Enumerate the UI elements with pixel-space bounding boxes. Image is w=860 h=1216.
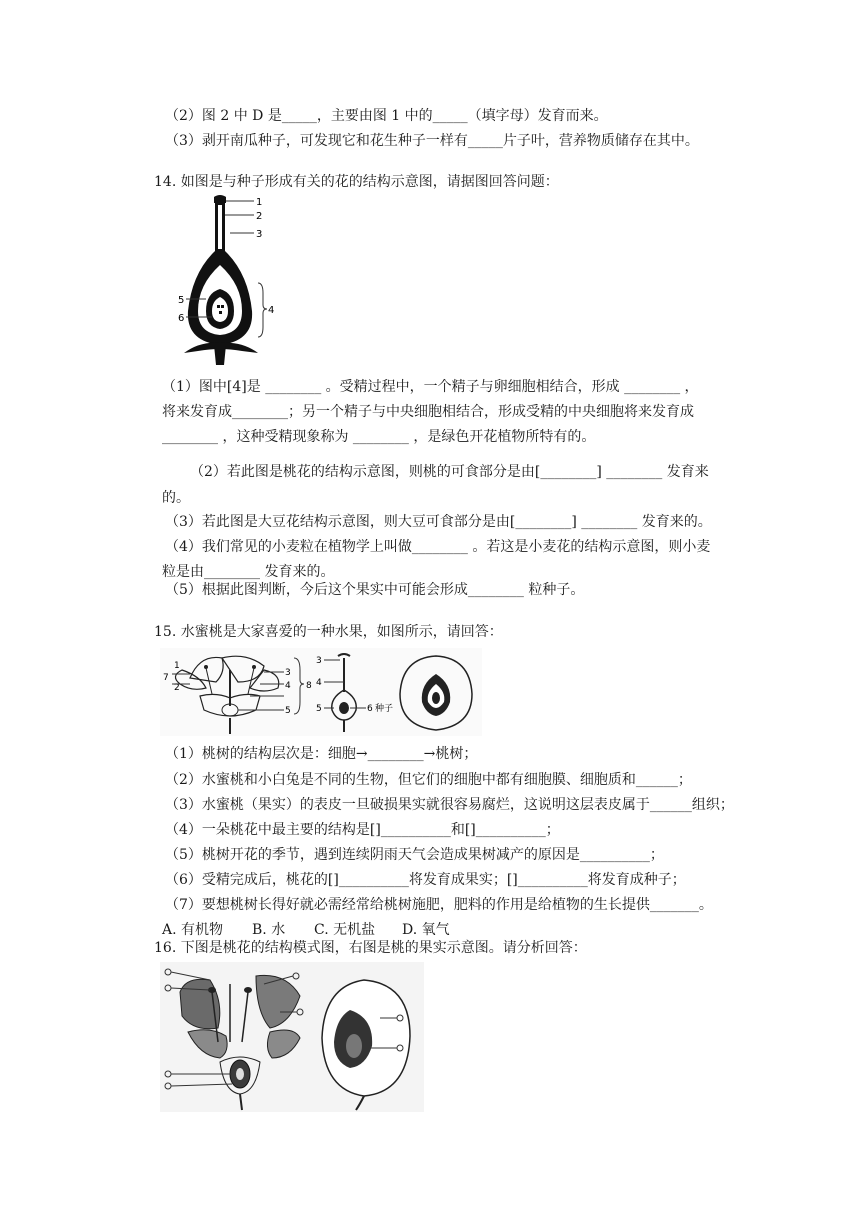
- q15-part3: （3）水蜜桃（果实）的表皮一旦破损果实就很容易腐烂，这说明这层表皮属于______组织；: [165, 797, 734, 813]
- q15-label-4: 4: [285, 681, 291, 691]
- q15-label-7: 7: [163, 673, 169, 683]
- q15-label-2: 2: [174, 683, 180, 693]
- q15-part6: （6）受精完成后，桃花的[]__________将发育成果实；[]__________将发育成种子；: [165, 872, 686, 888]
- q14-part3: （3）若此图是大豆花结构示意图，则大豆可食部分是由[________] ________ 发育来的。: [165, 514, 712, 530]
- q15-option-d: D. 氧气: [402, 922, 450, 938]
- q15-option-a: A. 有机物: [162, 922, 224, 938]
- q14-part1-line1: （1）图中[4]是 ________ 。受精过程中，一个精子与卵细胞相结合，形成 ________ ，: [162, 379, 699, 395]
- q15-option-c: C. 无机盐: [314, 922, 376, 938]
- q15-part4: （4）一朵桃花中最主要的结构是[]__________和[]__________；: [165, 822, 560, 838]
- q14-label-1: 1: [256, 197, 263, 208]
- q15-stem: 15. 水蜜桃是大家喜爱的一种水果，如图所示，请回答：: [154, 624, 503, 640]
- q15-peach-diagram: [160, 648, 482, 740]
- q14-part5: （5）根据此图判断，今后这个果实中可能会形成________ 粒种子。: [165, 582, 585, 598]
- q15-pistil-label-3: 3: [316, 656, 322, 666]
- prev-q-part2: （2）图 2 中 D 是_____，主要由图 1 中的_____（填字母）发育而来。: [165, 108, 608, 124]
- q14-part1-line3: ________ ，这种受精现象称为 ________ ，是绿色开花植物所特有的。: [162, 429, 596, 445]
- q14-label-6: 6: [178, 313, 185, 324]
- q15-part5: （5）桃树开花的季节，遇到连续阴雨天气会造成果树减产的原因是__________；: [165, 847, 664, 863]
- q15-seed-label: 种子: [375, 704, 394, 714]
- q14-part4-line1: （4）我们常见的小麦粒在植物学上叫做________ 。若这是小麦花的结构示意图，则小麦: [165, 539, 711, 555]
- q14-part1-line2: 将来发育成________；另一个精子与中央细胞相结合，形成受精的中央细胞将来发育成: [162, 404, 694, 420]
- q14-part2-line1: （2）若此图是桃花的结构示意图，则桃的可食部分是由[________] ________ 发育来: [190, 464, 709, 480]
- q14-part4-line2: 粒是由________ 发育来的。: [162, 564, 335, 580]
- q15-pistil-label-5: 5: [316, 704, 322, 714]
- q15-label-3: 3: [285, 668, 291, 678]
- q14-label-4: 4: [268, 305, 275, 316]
- q14-flower-diagram: [170, 193, 280, 369]
- q15-label-1: 1: [174, 661, 180, 671]
- q15-part1: （1）桃树的结构层次是：细胞→________→桃树；: [165, 746, 478, 762]
- q14-label-5: 5: [178, 295, 185, 306]
- q14-stem: 14. 如图是与种子形成有关的花的结构示意图，请据图回答问题：: [154, 174, 559, 190]
- prev-q-part3: （3）剥开南瓜种子，可发现它和花生种子一样有_____片子叶，营养物质储存在其中。: [165, 133, 699, 149]
- q15-label-5: 5: [285, 706, 291, 716]
- q14-label-3: 3: [256, 229, 263, 240]
- q15-part7: （7）要想桃树长得好就必需经常给桃树施肥，肥料的作用是给植物的生长提供_______。: [165, 897, 713, 913]
- q14-label-2: 2: [256, 211, 263, 222]
- q15-option-b: B. 水: [252, 922, 286, 938]
- q15-pistil-label-6: 6: [367, 704, 373, 714]
- q16-stem: 16. 下图是桃花的结构模式图，右图是桃的果实示意图。请分析回答：: [154, 940, 587, 956]
- q15-label-8: 8: [306, 681, 312, 691]
- q14-part2-line2: 的。: [162, 490, 190, 506]
- q15-part2: （2）水蜜桃和小白兔是不同的生物，但它们的细胞中都有细胞膜、细胞质和______；: [165, 772, 692, 788]
- q16-peach-flower-fruit-diagram: [160, 962, 424, 1116]
- q15-pistil-label-4: 4: [316, 678, 322, 688]
